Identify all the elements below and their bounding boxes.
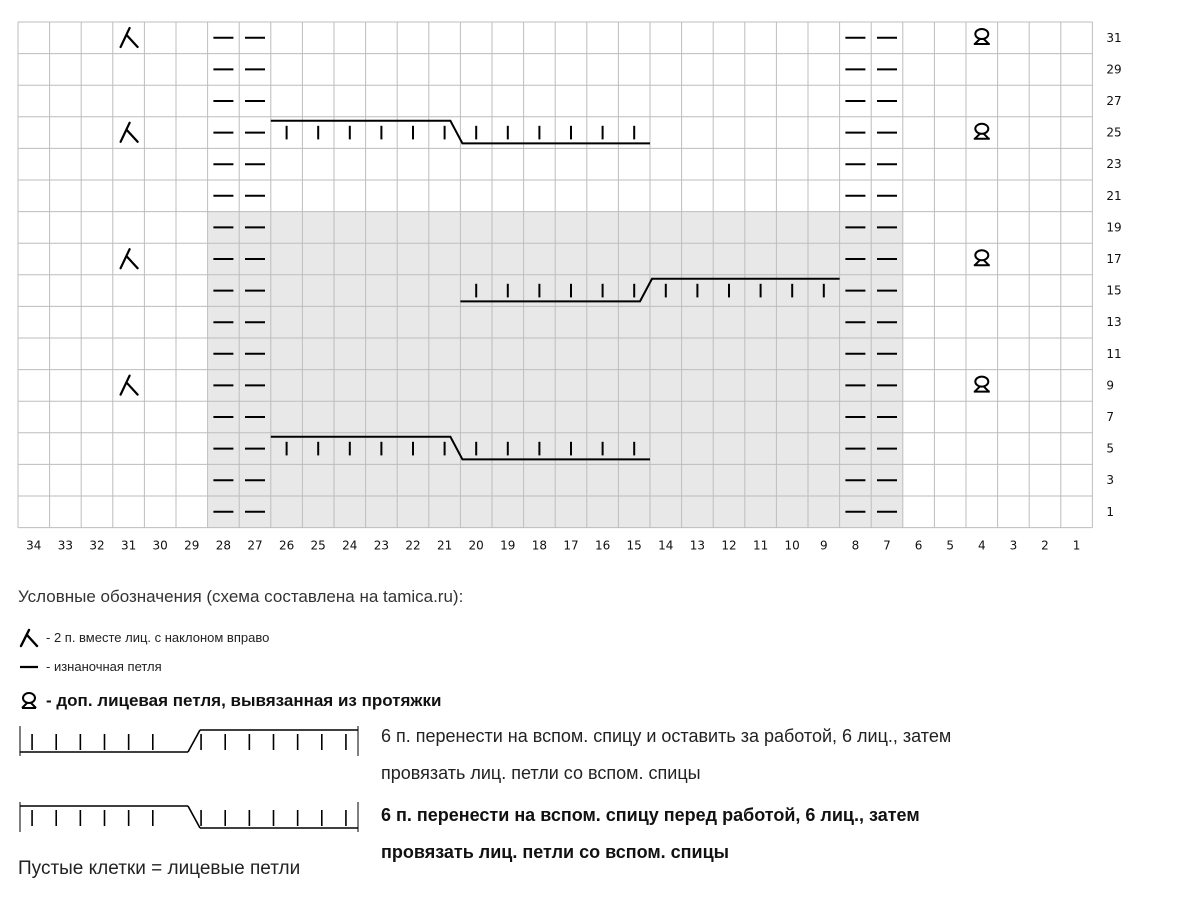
row-number: 7 bbox=[1106, 410, 1115, 424]
column-number: 28 bbox=[215, 538, 232, 553]
k2tog-right-stitch bbox=[121, 249, 138, 268]
row-number: 21 bbox=[1106, 188, 1122, 203]
column-number: 23 bbox=[373, 538, 390, 553]
column-number: 8 bbox=[851, 538, 860, 553]
row-number: 25 bbox=[1106, 125, 1122, 140]
lifted-increase-stitch bbox=[974, 29, 990, 44]
column-number: 12 bbox=[721, 538, 737, 553]
column-number: 26 bbox=[278, 538, 295, 553]
column-number: 4 bbox=[977, 538, 986, 553]
purl-dash-icon bbox=[18, 660, 40, 674]
row-number: 17 bbox=[1106, 252, 1122, 266]
column-number: 30 bbox=[152, 538, 168, 553]
row-number: 27 bbox=[1106, 94, 1122, 108]
row-number: 13 bbox=[1106, 315, 1122, 330]
column-number: 3 bbox=[1009, 538, 1018, 553]
column-number: 33 bbox=[57, 538, 74, 553]
row-number: 5 bbox=[1106, 441, 1115, 456]
k2tog-right-stitch bbox=[121, 28, 138, 47]
column-number: 22 bbox=[405, 538, 421, 553]
k2tog-right-icon bbox=[18, 626, 40, 648]
cable-front-icon bbox=[18, 800, 362, 834]
row-number: 1 bbox=[1106, 504, 1115, 519]
row-number: 19 bbox=[1106, 220, 1122, 235]
k2tog-right-stitch bbox=[121, 123, 138, 142]
lifted-increase-stitch bbox=[974, 124, 990, 139]
row-number: 31 bbox=[1106, 30, 1122, 45]
row-number: 15 bbox=[1106, 283, 1122, 298]
column-number: 15 bbox=[626, 538, 642, 553]
lifted-increase-icon bbox=[18, 690, 40, 712]
column-number: 7 bbox=[883, 538, 891, 553]
row-number: 3 bbox=[1106, 473, 1115, 488]
column-number: 34 bbox=[26, 538, 42, 553]
column-number: 32 bbox=[89, 538, 105, 553]
column-number: 5 bbox=[946, 538, 955, 553]
legend-item-purl bbox=[18, 659, 162, 674]
legend-cable-front-text bbox=[381, 797, 1181, 871]
cable-back-icon bbox=[18, 724, 362, 758]
column-number: 6 bbox=[914, 538, 923, 553]
column-number: 20 bbox=[468, 538, 484, 553]
column-number: 27 bbox=[247, 538, 263, 553]
legend-item-lifted-increase bbox=[18, 690, 441, 712]
column-number: 19 bbox=[500, 538, 516, 553]
legend-cable-back-line1: 6 п. перенести на вспом. спицу и оставить за работой, 6 лиц., затем bbox=[381, 726, 952, 746]
legend-item-k2tog-text: - 2 п. вместе лиц. с наклоном вправо bbox=[46, 629, 270, 645]
column-number: 31 bbox=[120, 538, 137, 553]
row-number: 11 bbox=[1106, 346, 1122, 361]
lifted-increase-stitch bbox=[974, 250, 990, 265]
column-number: 14 bbox=[658, 538, 674, 553]
legend-item-lifted-increase-text: - доп. лицевая петля, вывязанная из протяжки bbox=[46, 691, 442, 710]
legend-cable-back-icon-wrap bbox=[18, 724, 362, 758]
column-number: 24 bbox=[342, 538, 358, 553]
legend-item-purl-text: - изнаночная петля bbox=[46, 659, 162, 674]
column-number: 25 bbox=[310, 538, 326, 553]
row-number: 29 bbox=[1106, 62, 1122, 77]
k2tog-right-stitch bbox=[121, 376, 138, 395]
legend-cable-front-line2: провязать лиц. петли со вспом. спицы bbox=[381, 842, 730, 862]
column-number: 11 bbox=[752, 538, 769, 553]
row-number: 9 bbox=[1106, 378, 1115, 393]
column-number: 1 bbox=[1072, 538, 1081, 553]
legend-title: Условные обозначения (схема составлена на tamica.ru): bbox=[18, 587, 464, 606]
legend-cable-back-line2: провязать лиц. петли со вспом. спицы bbox=[381, 763, 701, 783]
column-number: 2 bbox=[1041, 538, 1049, 553]
column-number: 16 bbox=[594, 538, 611, 553]
column-number: 17 bbox=[563, 538, 579, 553]
legend-cable-front-icon-wrap bbox=[18, 800, 362, 834]
row-number: 23 bbox=[1106, 157, 1122, 172]
column-number: 9 bbox=[819, 538, 828, 553]
legend-cable-back-text bbox=[381, 718, 1181, 792]
column-number: 18 bbox=[531, 538, 548, 553]
column-number: 13 bbox=[689, 538, 706, 553]
legend-cable-front-line1: 6 п. перенести на вспом. спицу перед работой, 6 лиц., затем bbox=[381, 805, 920, 825]
legend-item-k2tog bbox=[18, 626, 269, 648]
lifted-increase-stitch bbox=[974, 377, 990, 392]
column-number: 29 bbox=[184, 538, 200, 553]
column-number: 10 bbox=[784, 538, 800, 553]
column-number: 21 bbox=[436, 538, 453, 553]
empty-cells-note: Пустые клетки = лицевые петли bbox=[18, 858, 301, 879]
